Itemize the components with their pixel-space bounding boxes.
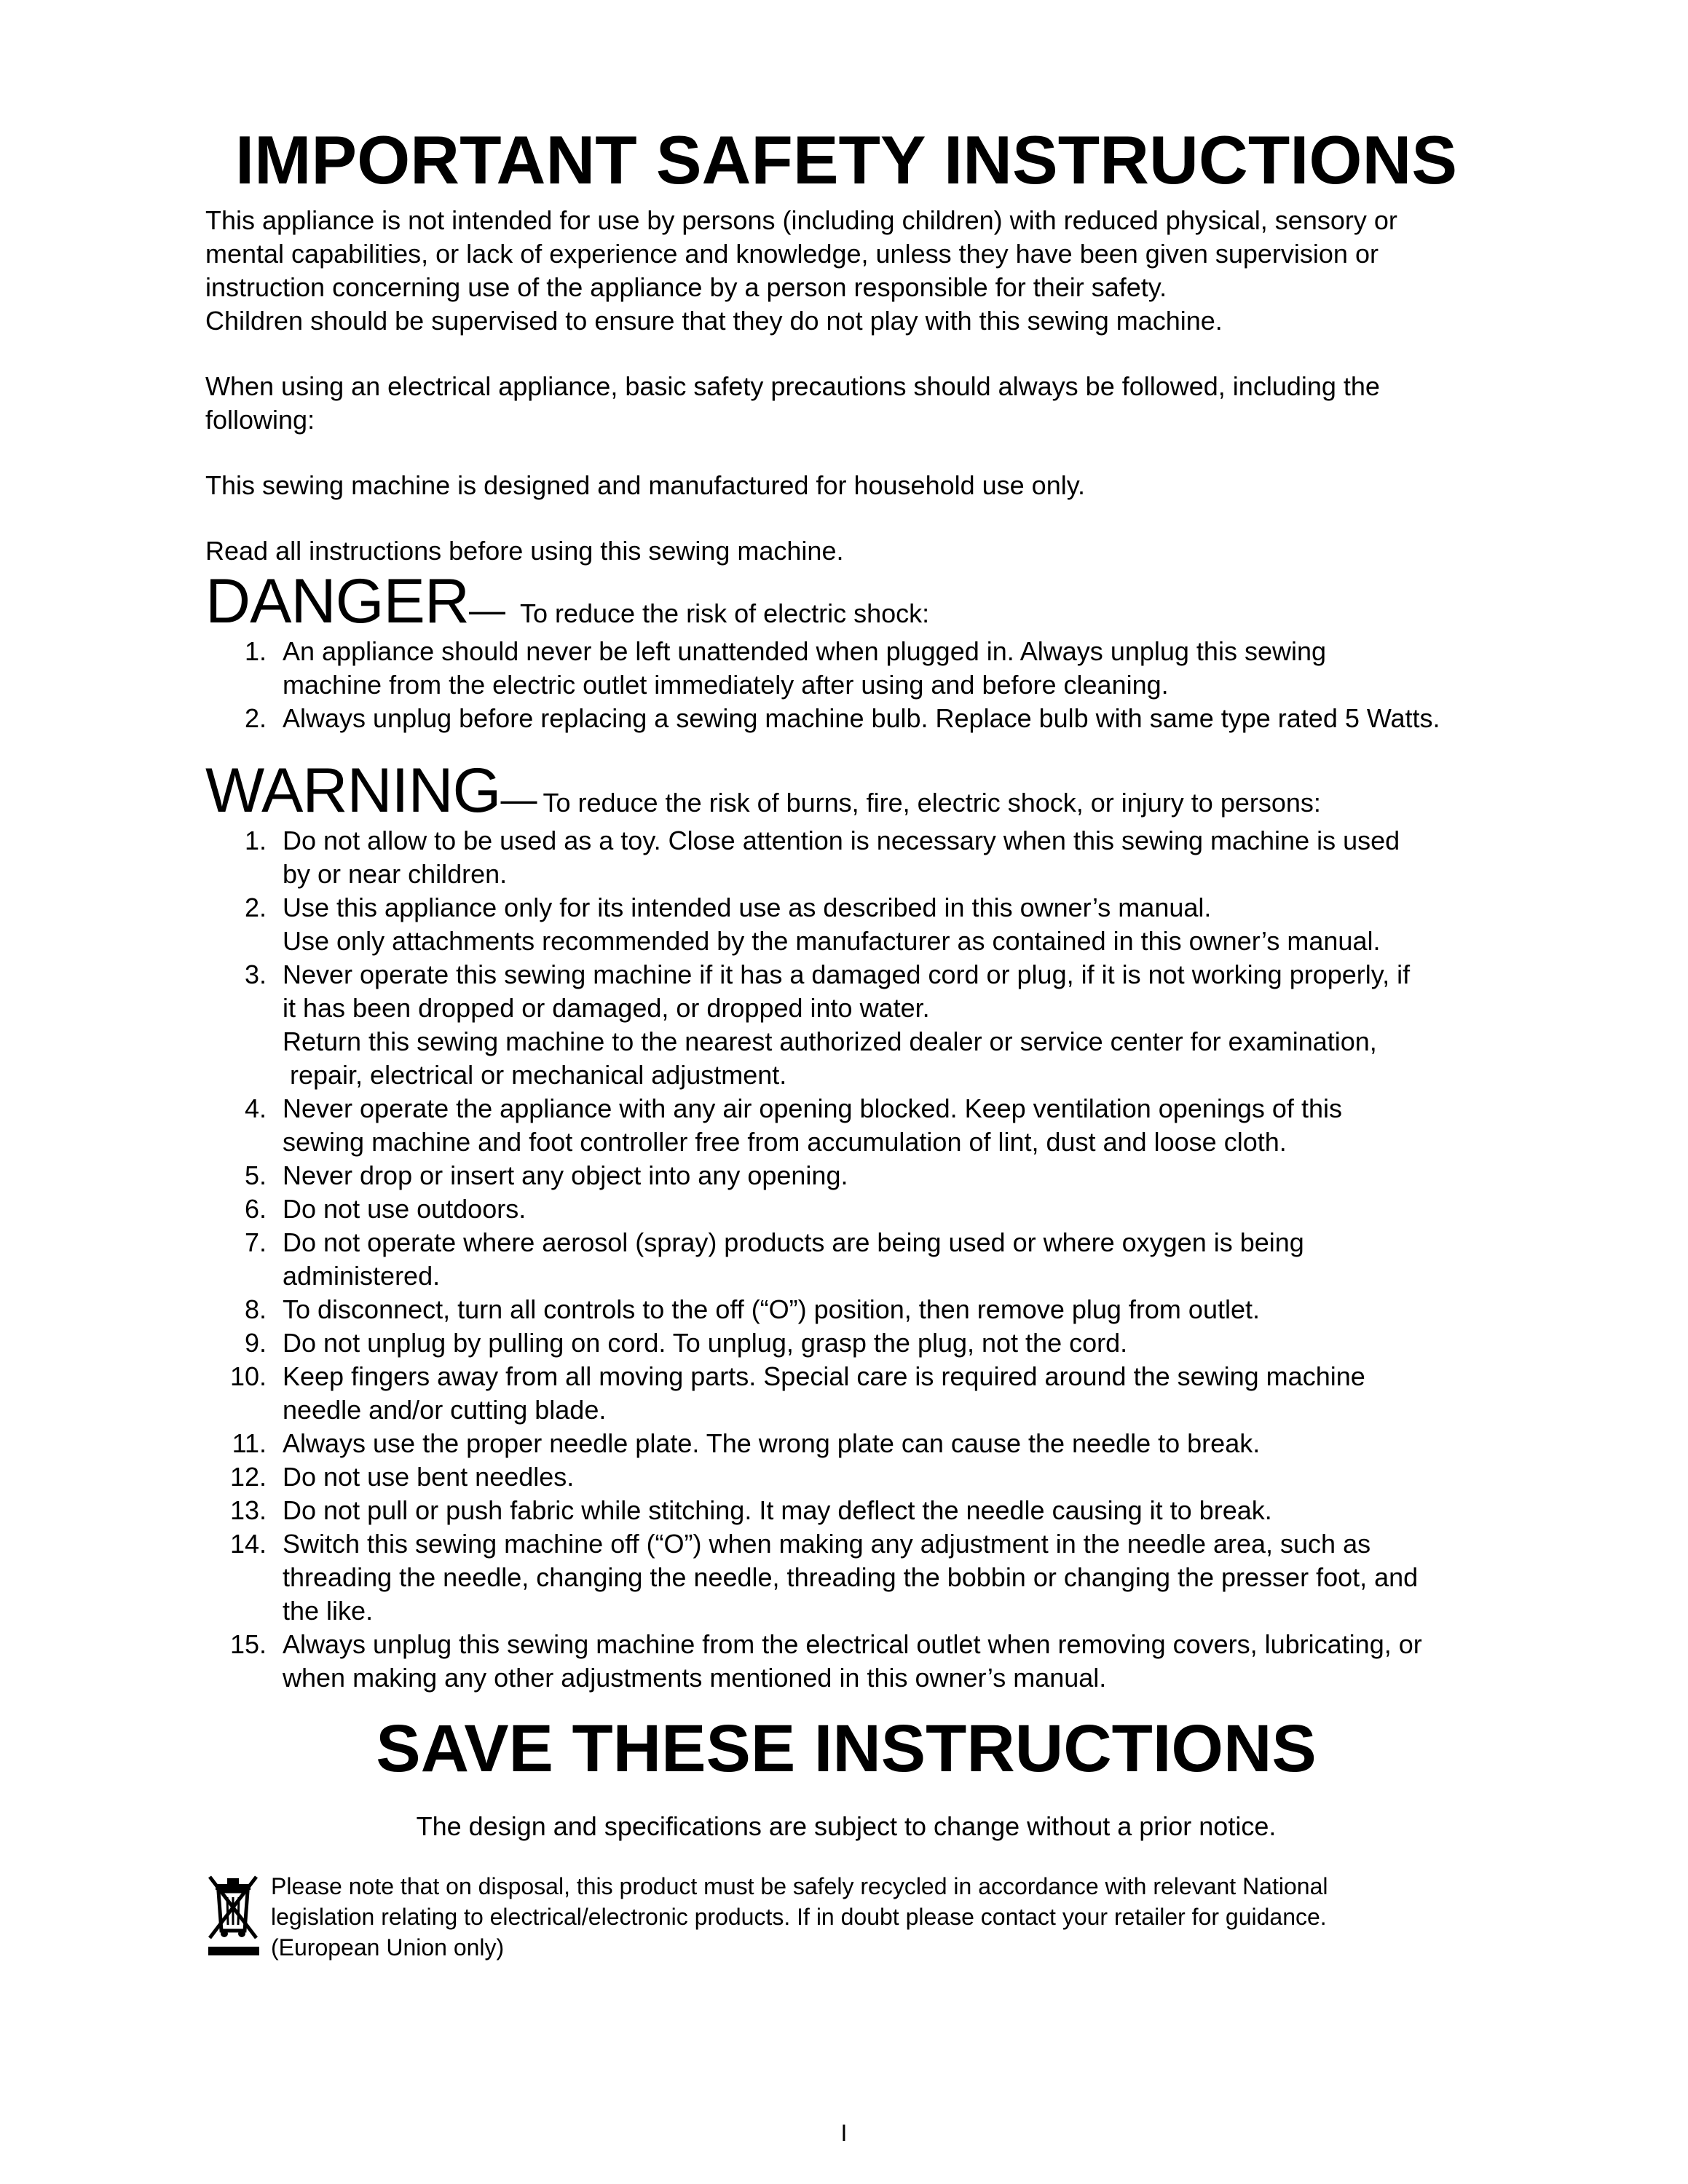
disposal-line: Please note that on disposal, this product must be safely recycled in accordance with relevant National — [271, 1873, 1328, 1899]
warning-item — [205, 1159, 1487, 1192]
item-number: 7. — [244, 1227, 267, 1257]
item-text — [267, 702, 1487, 735]
warning-dash: — — [500, 779, 537, 820]
item-number: 9. — [244, 1328, 267, 1358]
disposal-notice — [205, 1871, 1487, 1963]
item-number: 5. — [244, 1160, 267, 1190]
item-line: needle and/or cutting blade. — [283, 1395, 607, 1425]
warning-item — [205, 1293, 1487, 1326]
item-text — [267, 1226, 1487, 1293]
item-line: Use only attachments recommended by the manufacturer as contained in this owner’s manual. — [283, 926, 1381, 956]
save-instructions-title: SAVE THESE INSTRUCTIONS — [376, 1712, 1317, 1786]
danger-list — [205, 635, 1487, 735]
item-number: 8. — [244, 1294, 267, 1324]
warning-item — [205, 824, 1487, 891]
item-text — [267, 1293, 1487, 1326]
item-line: Do not use outdoors. — [283, 1194, 526, 1224]
change-notice: The design and specifications are subject to change without a prior notice. — [416, 1811, 1277, 1841]
warning-item — [205, 1326, 1487, 1360]
intro-line: When using an electrical appliance, basic safety precautions should always be followed, including the — [205, 371, 1380, 401]
warning-word: WARNING — [205, 756, 501, 826]
item-number: 15. — [229, 1629, 267, 1659]
danger-item — [205, 702, 1487, 735]
intro-line: This appliance is not intended for use by persons (including children) with reduced physical, sensory or — [205, 205, 1397, 235]
warning-item — [205, 1527, 1487, 1628]
item-line: administered. — [283, 1261, 441, 1291]
danger-dash: — — [468, 590, 505, 630]
item-text — [267, 1460, 1487, 1494]
item-line: repair, electrical or mechanical adjustment. — [290, 1060, 787, 1090]
item-text — [267, 1628, 1487, 1695]
disposal-line: legislation relating to electrical/electronic products. If in doubt please contact your retailer for guidance. — [271, 1904, 1327, 1930]
warning-item — [205, 1628, 1487, 1695]
item-number: 11. — [232, 1428, 267, 1458]
item-number: 14. — [229, 1529, 267, 1559]
danger-text: To reduce the risk of electric shock: — [519, 598, 930, 628]
warning-item — [205, 1494, 1487, 1527]
item-line: by or near children. — [283, 859, 508, 889]
item-line: Do not use bent needles. — [283, 1462, 575, 1492]
item-text — [267, 1494, 1487, 1527]
warning-item — [205, 1460, 1487, 1494]
item-text — [267, 1092, 1487, 1159]
warning-list — [205, 824, 1487, 1695]
item-line: Return this sewing machine to the nearest authorized dealer or service center for examination, — [283, 1026, 1377, 1056]
item-number: 13. — [229, 1495, 267, 1525]
intro-line: Children should be supervised to ensure that they do not play with this sewing machine. — [205, 306, 1223, 336]
intro-line: following: — [205, 405, 315, 435]
item-line: Do not allow to be used as a toy. Close attention is necessary when this sewing machine is used — [283, 826, 1400, 855]
item-line: when making any other adjustments mentioned in this owner’s manual. — [283, 1663, 1107, 1693]
item-line: the like. — [283, 1596, 374, 1626]
item-line: Always unplug this sewing machine from the electrical outlet when removing covers, lubricating, or — [283, 1629, 1422, 1659]
page-number: I — [840, 2120, 848, 2146]
item-number: 3. — [244, 960, 267, 989]
item-line: Never operate this sewing machine if it has a damaged cord or plug, if it is not working properly, if — [283, 960, 1411, 989]
item-line: Always unplug before replacing a sewing machine bulb. Replace bulb with same type rated 5 Watts. — [283, 703, 1440, 733]
item-line: Never drop or insert any object into any opening. — [283, 1160, 848, 1190]
item-number: 2. — [244, 703, 267, 733]
danger-word: DANGER — [205, 566, 469, 636]
warning-text: To reduce the risk of burns, fire, electric shock, or injury to persons: — [543, 788, 1321, 818]
item-number: 2. — [244, 893, 267, 922]
item-line: it has been dropped or damaged, or dropped into water. — [283, 993, 930, 1023]
item-text — [267, 1326, 1487, 1360]
item-line: Keep fingers away from all moving parts. Special care is required around the sewing machine — [283, 1361, 1365, 1391]
item-line: To disconnect, turn all controls to the off (“O”) position, then remove plug from outlet. — [283, 1294, 1260, 1324]
item-number: 1. — [244, 636, 267, 666]
disposal-text — [271, 1871, 1328, 1963]
intro-line: instruction concerning use of the appliance by a person responsible for their safety. — [205, 272, 1167, 302]
item-number: 12. — [229, 1462, 267, 1492]
item-line: Always use the proper needle plate. The wrong plate can cause the needle to break. — [283, 1428, 1261, 1458]
item-line: An appliance should never be left unattended when plugged in. Always unplug this sewing — [283, 636, 1327, 666]
item-text — [267, 1527, 1487, 1628]
item-line: Do not unplug by pulling on cord. To unplug, grasp the plug, not the cord. — [283, 1328, 1128, 1358]
item-line: machine from the electric outlet immediately after using and before cleaning. — [283, 670, 1169, 700]
item-number: 6. — [244, 1194, 267, 1224]
intro-line: mental capabilities, or lack of experience and knowledge, unless they have been given supervision or — [205, 239, 1379, 269]
item-line: Do not pull or push fabric while stitching. It may deflect the needle causing it to break. — [283, 1495, 1272, 1525]
item-number: 1. — [244, 826, 267, 855]
item-number: 4. — [244, 1093, 267, 1123]
crossed-bin-icon — [205, 1871, 271, 1963]
item-line: Switch this sewing machine off (“O”) when making any adjustment in the needle area, such as — [283, 1529, 1371, 1559]
item-number: 10. — [229, 1361, 267, 1391]
item-line: Use this appliance only for its intended use as described in this owner’s manual. — [283, 893, 1212, 922]
warning-item — [205, 891, 1487, 958]
item-line: threading the needle, changing the needle, threading the bobbin or changing the presser foot, and — [283, 1562, 1419, 1592]
item-line: Never operate the appliance with any air opening blocked. Keep ventilation openings of this — [283, 1093, 1342, 1123]
intro — [205, 204, 1487, 568]
danger-item — [205, 635, 1487, 702]
item-line: sewing machine and foot controller free from accumulation of lint, dust and loose cloth. — [283, 1127, 1287, 1157]
danger-heading — [205, 568, 1487, 635]
item-text — [267, 1427, 1487, 1460]
warning-item — [205, 1192, 1487, 1226]
item-text — [267, 1360, 1487, 1427]
page-title: IMPORTANT SAFETY INSTRUCTIONS — [234, 122, 1458, 198]
item-text — [267, 891, 1487, 958]
warning-heading — [205, 757, 1487, 824]
warning-item — [205, 1427, 1487, 1460]
document-page — [205, 116, 1487, 1963]
warning-item — [205, 958, 1487, 1092]
warning-item — [205, 1226, 1487, 1293]
item-line: Do not operate where aerosol (spray) products are being used or where oxygen is being — [283, 1227, 1304, 1257]
item-text — [267, 635, 1487, 702]
warning-item — [205, 1092, 1487, 1159]
warning-item — [205, 1360, 1487, 1427]
item-text — [267, 1159, 1487, 1192]
household-use-note: This sewing machine is designed and manufactured for household use only. — [205, 470, 1086, 500]
item-text — [267, 1192, 1487, 1226]
read-instructions-note: Read all instructions before using this sewing machine. — [205, 536, 844, 566]
disposal-line: (European Union only) — [271, 1934, 505, 1961]
item-text — [267, 958, 1487, 1092]
item-text — [267, 824, 1487, 891]
